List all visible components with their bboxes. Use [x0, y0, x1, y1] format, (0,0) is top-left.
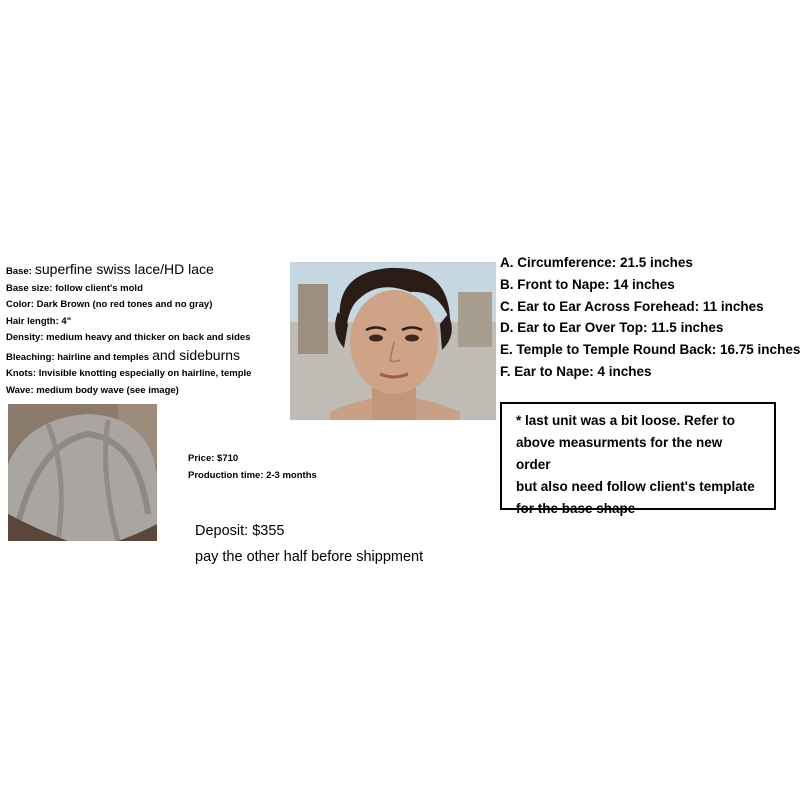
measurement-b: B. Front to Nape: 14 inches [500, 276, 675, 292]
note-line: above measurments for the new order [516, 435, 723, 472]
reference-face-photo [290, 262, 496, 420]
spec-color: Color: Dark Brown (no red tones and no gray) [6, 299, 213, 310]
base-sample-photo [8, 404, 157, 541]
face-illustration [290, 262, 496, 420]
spec-base-size: Base size: follow client's mold [6, 282, 143, 294]
note-line: for the base shape [516, 501, 636, 516]
spec-base-label: Base: [6, 266, 32, 277]
note-line: but also need follow client's template [516, 479, 755, 494]
price-value: Price: $710 [188, 453, 239, 464]
note-box [500, 402, 776, 516]
spec-hair-length: Hair length: 4" [6, 315, 72, 327]
measurement-f: F. Ear to Nape: 4 inches [500, 363, 652, 379]
spec-density: Density: medium heavy and thicker on back and sides [6, 332, 251, 343]
note-line: * last unit was a bit loose. Refer to [516, 413, 736, 428]
spec-knots: Knots: Invisible knotting especially on hairline, temple [6, 368, 252, 379]
measurement-d: D. Ear to Ear Over Top: 11.5 inches [500, 320, 724, 336]
spec-bleaching [6, 347, 286, 367]
spec-base [6, 261, 286, 281]
balance-note: pay the other half before shippment [195, 549, 424, 565]
measurement-a: A. Circumference: 21.5 inches [500, 255, 693, 270]
measurement-e: E. Temple to Temple Round Back: 16.75 inches [500, 342, 800, 358]
measurement-list [500, 252, 800, 383]
spec-base-value: superfine swiss lace/HD lace [34, 261, 214, 277]
deposit-amount: Deposit: $355 [195, 523, 285, 539]
production-time: Production time: 2-3 months [188, 470, 317, 481]
spec-list [6, 261, 286, 399]
spec-wave: Wave: medium body wave (see image) [6, 384, 179, 396]
spec-bleaching-extra: and sideburns [152, 346, 241, 363]
wig-base-illustration [8, 404, 157, 541]
spec-bleaching-label: Bleaching: hairline and temples [6, 351, 150, 363]
measurement-c: C. Ear to Ear Across Forehead: 11 inches [500, 298, 764, 314]
deposit-block [195, 518, 423, 570]
price-block [188, 450, 317, 484]
